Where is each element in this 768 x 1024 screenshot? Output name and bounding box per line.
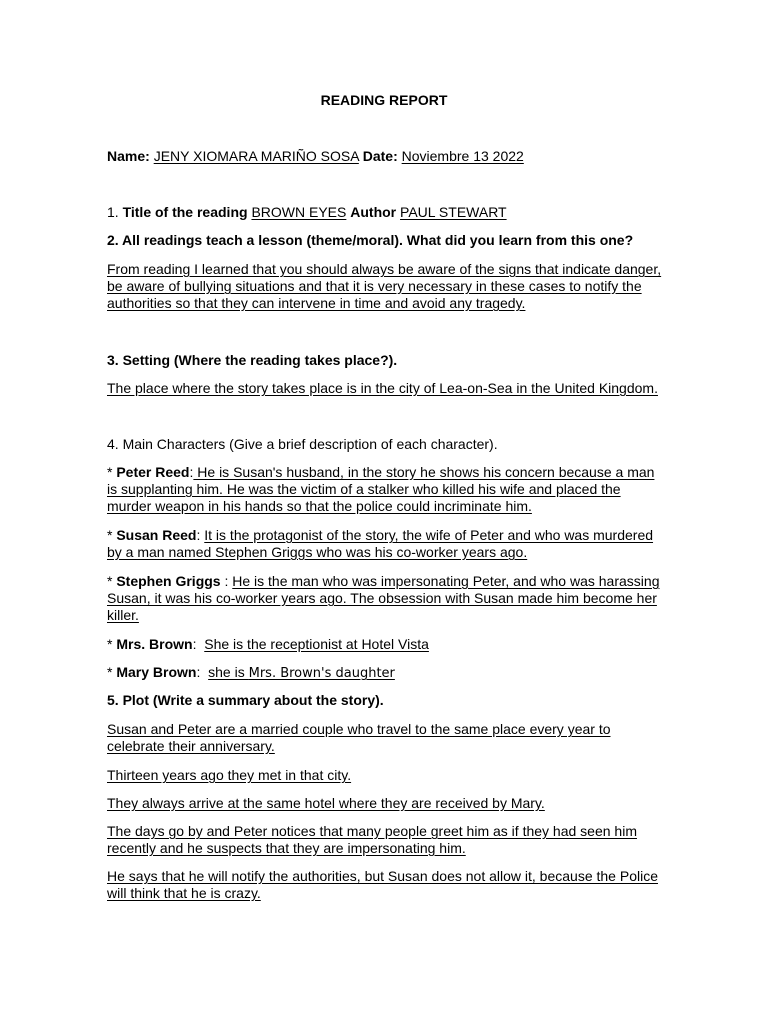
character-name: Peter Reed xyxy=(116,464,190,480)
q1-number: 1. xyxy=(107,204,119,220)
character-description: It is the protagonist of the story, the wife of Peter and who was murdered by a man named Stephen Griggs who was his co-worker years ago. xyxy=(107,527,654,560)
plot-paragraph: They always arrive at the same hotel where they are received by Mary. xyxy=(107,795,545,811)
title-label: Title of the reading xyxy=(122,204,248,220)
q4-heading: 4. Main Characters (Give a brief description of each character). xyxy=(107,436,498,452)
character-description-tail: Mrs. Brown's daughter xyxy=(248,666,395,681)
reading-title: BROWN EYES xyxy=(251,204,347,220)
q1-line xyxy=(107,204,667,221)
character-name: Mrs. Brown xyxy=(116,636,193,652)
character-description: He is Susan's husband, in the story he shows his concern because a man is supplanting him. He was the victim of a stalker who killed his wife and placed the murder weapon in his hands so that the police could incriminate him. xyxy=(107,464,655,514)
date-label: Date: xyxy=(362,148,398,164)
plot-paragraph: Susan and Peter are a married couple who travel to the same place every year to celebrate their anniversary. xyxy=(107,721,611,754)
q2-answer: From reading I learned that you should always be aware of the signs that indicate danger, be aware of bullying situations and that it is very necessary in these cases to notify the authorities so that they can intervene in time and avoid any tragedy. xyxy=(107,261,662,311)
plot-paragraph: He says that he will notify the authorities, but Susan does not allow it, because the Police will think that he is crazy. xyxy=(107,868,658,901)
name-date-line xyxy=(107,148,667,165)
plot-paragraph: The days go by and Peter notices that many people greet him as if they had seen him recently and he suspects that they are impersonating him. xyxy=(107,823,637,856)
character-mrs-brown: * Mrs. Brown: She is the receptionist at Hotel Vista xyxy=(107,636,429,652)
q3-answer: The place where the story takes place is in the city of Lea-on-Sea in the United Kingdom. xyxy=(107,380,658,396)
character-stephen-griggs: * Stephen Griggs : He is the man who was impersonating Peter, and who was harassing Susan, it was his co-worker years ago. The obsession with Susan made him become her killer. xyxy=(107,573,660,623)
character-susan-reed: * Susan Reed: It is the protagonist of the story, the wife of Peter and who was murdered by a man named Stephen Griggs who was his co-worker years ago. xyxy=(107,527,654,560)
reading-author: PAUL STEWART xyxy=(400,204,507,220)
character-name: Stephen Griggs xyxy=(116,573,221,589)
q2-heading: 2. All readings teach a lesson (theme/moral). What did you learn from this one? xyxy=(107,232,634,248)
plot-paragraph: Thirteen years ago they met in that city. xyxy=(107,767,352,783)
q5-heading: 5. Plot (Write a summary about the story). xyxy=(107,692,384,708)
character-description: She is the receptionist at Hotel Vista xyxy=(204,636,429,652)
character-name: Susan Reed xyxy=(116,527,197,543)
student-name: JENY XIOMARA MARIÑO SOSA xyxy=(153,148,359,164)
report-date: Noviembre 13 2022 xyxy=(401,148,524,164)
character-mary-brown: * Mary Brown: she is Mrs. Brown's daughter xyxy=(107,664,395,681)
character-peter-reed: * Peter Reed: He is Susan's husband, in the story he shows his concern because a man is supplanting him. He was the victim of a stalker who killed his wife and placed the murder weapon in his hands so that the police could incriminate him. xyxy=(107,464,655,514)
report-title: READING REPORT xyxy=(320,92,448,108)
character-description: He is the man who was impersonating Peter, and who was harassing Susan, it was his co-worker years ago. The obsession with Susan made him become her killer. xyxy=(107,573,660,623)
q3-heading: 3. Setting (Where the reading takes place?). xyxy=(107,352,398,368)
name-label: Name: xyxy=(107,148,150,164)
author-label: Author xyxy=(350,204,397,220)
character-name: Mary Brown xyxy=(116,664,197,680)
character-description: she is xyxy=(208,664,249,680)
